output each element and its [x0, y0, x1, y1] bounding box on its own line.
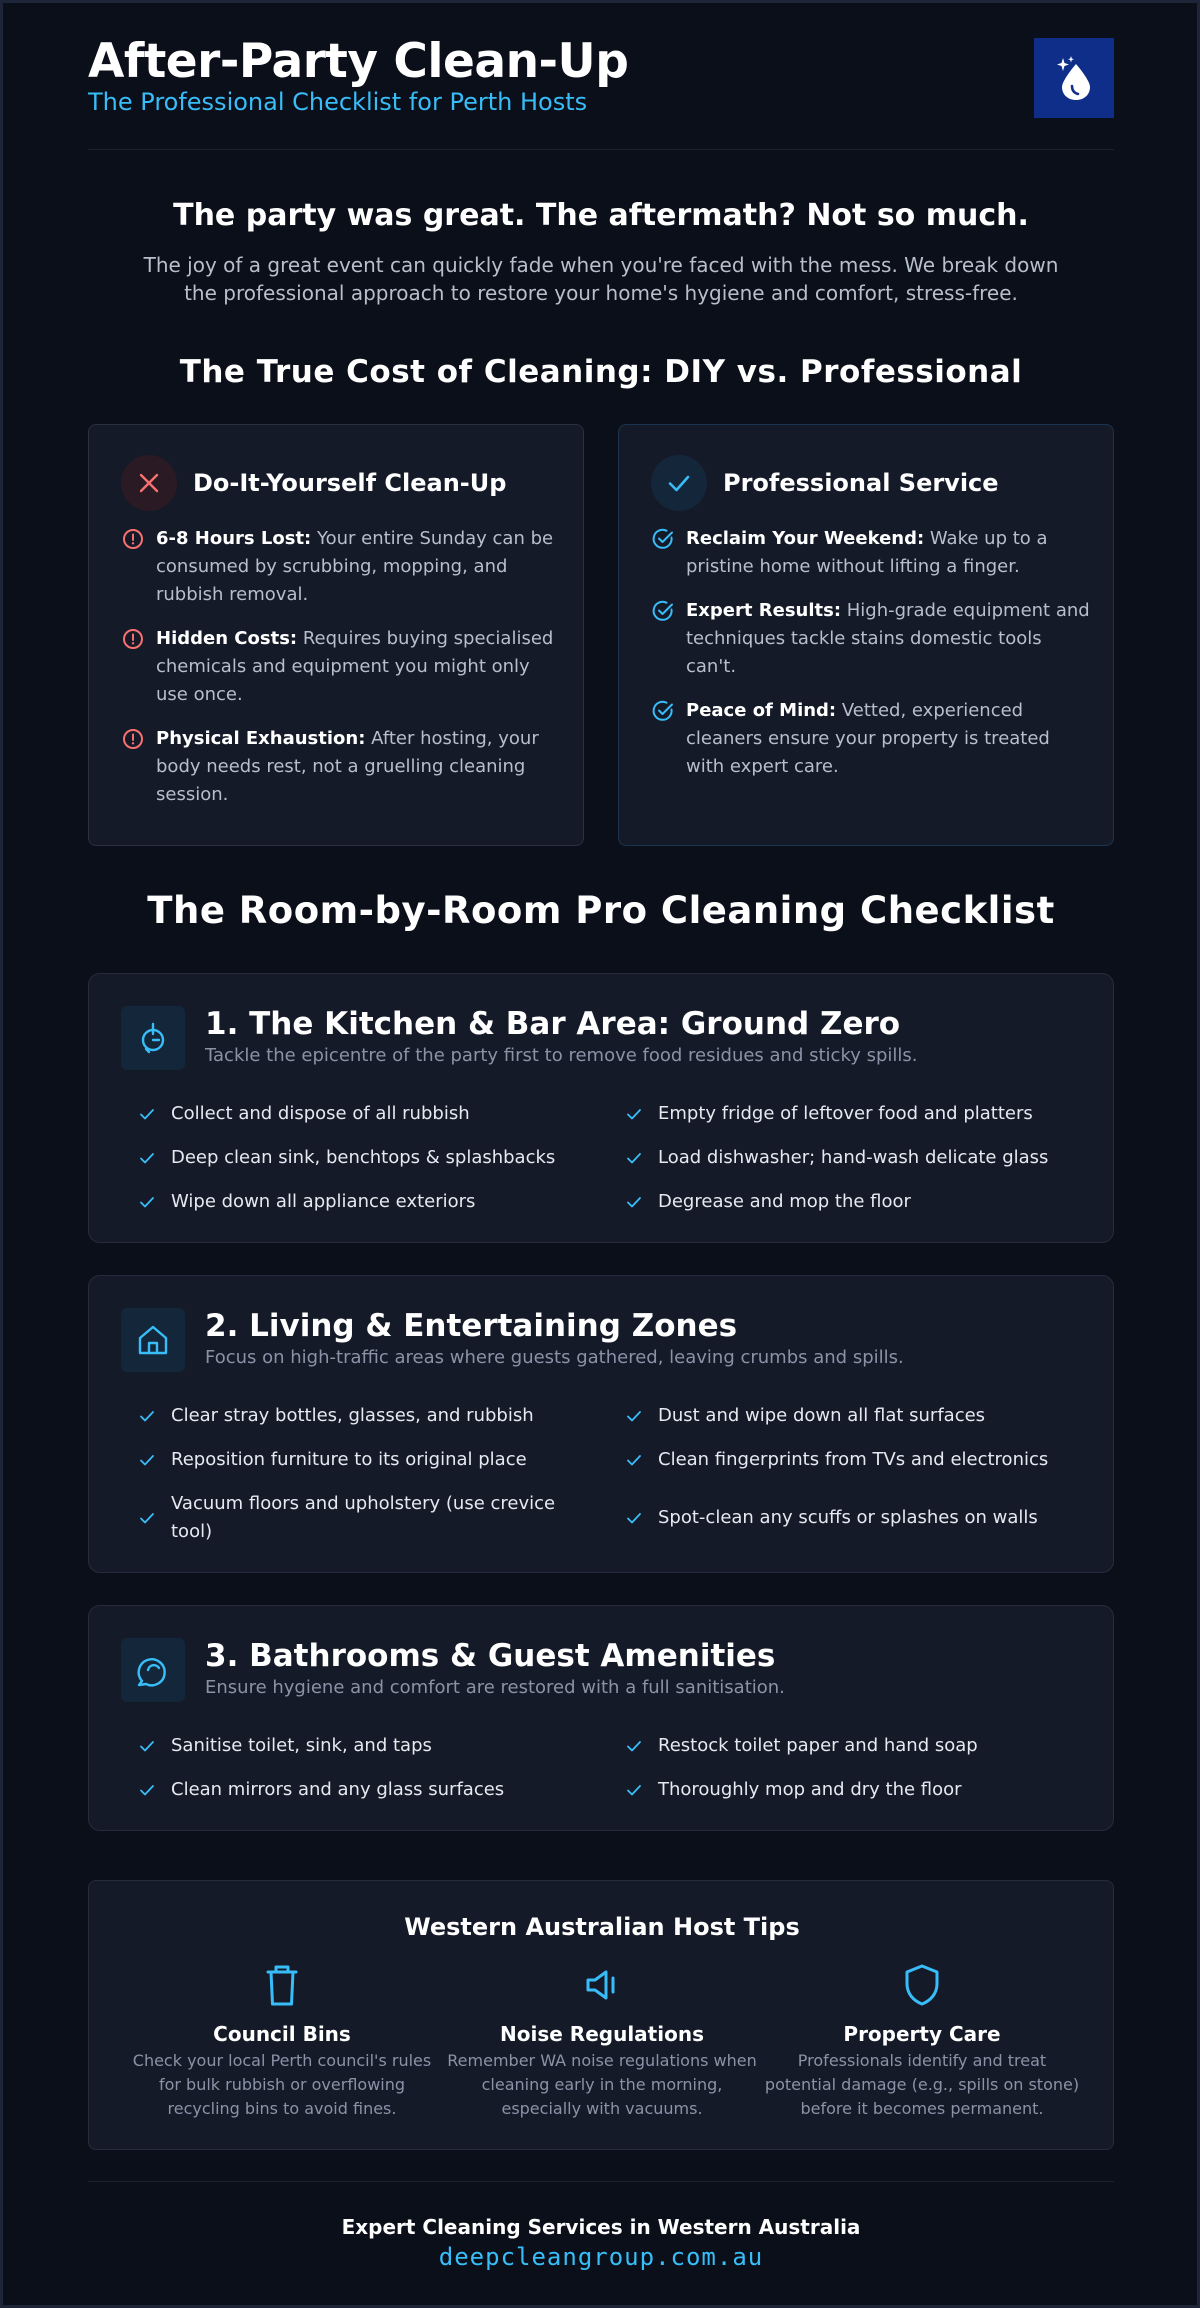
room-card-bathrooms: [88, 1605, 1114, 1831]
check-icon: [137, 1148, 157, 1168]
tip-council-bins: [122, 1959, 442, 2121]
checklist-item: [137, 1482, 624, 1554]
room-checklist: [137, 1724, 1087, 1812]
diy-item-label: Physical Exhaustion:: [156, 728, 366, 749]
header: [88, 33, 1114, 123]
room-subtitle: Ensure hygiene and comfort are restored with a full sanitisation.: [205, 1677, 785, 1698]
checklist-title: The Room-by-Room Pro Cleaning Checklist: [147, 889, 1055, 932]
check-icon: [624, 1148, 644, 1168]
check-circle-icon: [651, 599, 675, 623]
checklist-item: [137, 1092, 624, 1136]
tip-text: Professionals identify and treat potential damage (e.g., spills on stone) before it becomes permanent.: [764, 2051, 1080, 2118]
checklist-item-text: Collect and dispose of all rubbish: [171, 1103, 470, 1124]
check-icon: [665, 469, 693, 497]
page: [3, 3, 1197, 2305]
tip-name: Council Bins: [213, 2022, 351, 2046]
check-icon: [624, 1780, 644, 1800]
pro-item-text: [686, 525, 1091, 581]
checklist-item-text: Sanitise toilet, sink, and taps: [171, 1735, 432, 1756]
pro-badge: [651, 455, 707, 511]
checklist-item: [137, 1724, 624, 1768]
checklist-item: [137, 1768, 624, 1812]
checklist-item: [624, 1482, 1087, 1554]
checklist-item: [137, 1394, 624, 1438]
checklist-item-text: Vacuum floors and upholstery (use crevice tool): [171, 1493, 556, 1542]
diy-item-text: [156, 625, 561, 709]
pro-item-label: Reclaim Your Weekend:: [686, 528, 925, 549]
checklist-item: [624, 1136, 1087, 1180]
checklist-item-text: Reposition furniture to its original place: [171, 1449, 527, 1470]
speaker-icon: [584, 1965, 620, 2005]
header-divider: [88, 149, 1114, 150]
pro-item-label: Peace of Mind:: [686, 700, 837, 721]
pro-item: [651, 697, 1091, 781]
diy-item-desc: Requires buying specialised chemicals and equipment you might only use once.: [156, 628, 554, 705]
check-icon: [624, 1104, 644, 1124]
shield-icon: [902, 1962, 942, 2008]
tip-property-care: [762, 1959, 1082, 2121]
checklist-item-text: Empty fridge of leftover food and platters: [658, 1103, 1033, 1124]
checklist-item-text: Degrease and mop the floor: [658, 1191, 911, 1212]
check-icon: [624, 1192, 644, 1212]
diy-item-desc: After hosting, your body needs rest, not a gruelling cleaning session.: [156, 728, 539, 805]
hero-title: The party was great. The aftermath? Not so much.: [173, 198, 1029, 233]
check-icon: [137, 1450, 157, 1470]
check-circle-icon: [651, 699, 675, 723]
footer-website-link[interactable]: deepcleangroup.com.au: [438, 2243, 764, 2271]
room-card-kitchen: [88, 973, 1114, 1243]
pro-item-text: [686, 597, 1091, 681]
page-subtitle: The Professional Checklist for Perth Hosts: [88, 88, 588, 116]
logo: [1034, 38, 1114, 118]
room-icon-box: [121, 1006, 185, 1070]
checklist-item-text: Clean fingerprints from TVs and electronics: [658, 1449, 1049, 1470]
checklist-item-text: Deep clean sink, benchtops & splashbacks: [171, 1147, 556, 1168]
tip-icon-box: [762, 1959, 1082, 2011]
tip-text: Remember WA noise regulations when cleaning early in the morning, especially with vacuums.: [447, 2051, 757, 2118]
check-icon: [624, 1450, 644, 1470]
diy-item-desc: Your entire Sunday can be consumed by scrubbing, mopping, and rubbish removal.: [156, 528, 554, 605]
diy-badge: [121, 455, 177, 511]
diy-card: [88, 424, 584, 846]
room-title: 3. Bathrooms & Guest Amenities: [205, 1638, 776, 1674]
checklist-item-text: Restock toilet paper and hand soap: [658, 1735, 978, 1756]
pro-item-desc: High-grade equipment and techniques tackle stains domestic tools can't.: [686, 600, 1090, 677]
pro-card-title: Professional Service: [723, 469, 999, 497]
footer-title: Expert Cleaning Services in Western Australia: [341, 2215, 861, 2239]
room-icon-box: [121, 1308, 185, 1372]
room-subtitle: Focus on high-traffic areas where guests gathered, leaving crumbs and spills.: [205, 1347, 904, 1368]
checklist-item: [624, 1768, 1087, 1812]
tip-icon-box: [442, 1959, 762, 2011]
chat-bubble-icon: [134, 1651, 172, 1689]
check-icon: [137, 1736, 157, 1756]
check-icon: [624, 1406, 644, 1426]
comparison-title: The True Cost of Cleaning: DIY vs. Professional: [179, 354, 1023, 390]
room-subtitle: Tackle the epicentre of the party first to remove food residues and sticky spills.: [205, 1045, 918, 1066]
page-title: After-Party Clean-Up: [88, 34, 629, 89]
check-icon: [624, 1736, 644, 1756]
trash-bin-icon: [262, 1962, 302, 2008]
check-icon: [137, 1104, 157, 1124]
diy-item-text: [156, 525, 561, 609]
room-icon-box: [121, 1638, 185, 1702]
checklist-item: [137, 1180, 624, 1224]
checklist-item: [624, 1724, 1087, 1768]
checklist-item-text: Load dishwasher; hand-wash delicate glass: [658, 1147, 1049, 1168]
alert-circle-icon: [121, 527, 145, 551]
kitchen-timer-icon: [136, 1021, 170, 1055]
checklist-item: [624, 1394, 1087, 1438]
host-tips-card: [88, 1880, 1114, 2150]
check-icon: [137, 1780, 157, 1800]
room-title: 2. Living & Entertaining Zones: [205, 1308, 738, 1344]
check-icon: [137, 1406, 157, 1426]
pro-item-text: [686, 697, 1091, 781]
checklist-item-text: Spot-clean any scuffs or splashes on walls: [658, 1507, 1038, 1528]
checklist-item-text: Clean mirrors and any glass surfaces: [171, 1779, 505, 1800]
checklist-item-text: Dust and wipe down all flat surfaces: [658, 1405, 986, 1426]
tip-noise-regulations: [442, 1959, 762, 2121]
pro-item: [651, 597, 1091, 681]
check-icon: [137, 1192, 157, 1212]
checklist-item: [137, 1136, 624, 1180]
home-icon: [135, 1322, 171, 1358]
alert-circle-icon: [121, 727, 145, 751]
alert-circle-icon: [121, 627, 145, 651]
tip-name: Noise Regulations: [500, 2022, 704, 2046]
pro-item-desc: Wake up to a pristine home without lifting a finger.: [686, 528, 1048, 577]
diy-list: [121, 525, 561, 825]
check-icon: [137, 1508, 157, 1528]
tips-title: Western Australian Host Tips: [404, 1913, 800, 1941]
pro-card-header: [651, 455, 999, 511]
tip-icon-box: [122, 1959, 442, 2011]
diy-item: [121, 725, 561, 809]
diy-item-text: [156, 725, 561, 809]
diy-item: [121, 525, 561, 609]
pro-card: [618, 424, 1114, 846]
x-icon: [136, 470, 162, 496]
water-drop-sparkle-icon: [1052, 54, 1096, 102]
diy-item-label: Hidden Costs:: [156, 628, 298, 649]
hero-text: The joy of a great event can quickly fade when you're faced with the mess. We break down the professional approach to restore your home's hygiene and comfort, stress-free.: [143, 253, 1059, 305]
check-icon: [624, 1508, 644, 1528]
checklist-item-text: Wipe down all appliance exteriors: [171, 1191, 476, 1212]
checklist-item: [624, 1438, 1087, 1482]
checklist-item-text: Clear stray bottles, glasses, and rubbish: [171, 1405, 534, 1426]
room-title: 1. The Kitchen & Bar Area: Ground Zero: [205, 1006, 901, 1042]
diy-card-title: Do-It-Yourself Clean-Up: [193, 469, 507, 497]
diy-item: [121, 625, 561, 709]
footer-divider: [88, 2181, 1114, 2182]
tip-text: Check your local Perth council's rules for bulk rubbish or overflowing recycling bins to avoid fines.: [132, 2051, 432, 2118]
diy-item-label: 6-8 Hours Lost:: [156, 528, 312, 549]
diy-card-header: [121, 455, 506, 511]
pro-item: [651, 525, 1091, 581]
tip-name: Property Care: [843, 2022, 1001, 2046]
room-card-living: [88, 1275, 1114, 1573]
checklist-item: [137, 1438, 624, 1482]
checklist-item: [624, 1092, 1087, 1136]
room-checklist: [137, 1394, 1087, 1554]
checklist-item-text: Thoroughly mop and dry the floor: [658, 1779, 962, 1800]
checklist-item: [624, 1180, 1087, 1224]
check-circle-icon: [651, 527, 675, 551]
pro-item-label: Expert Results:: [686, 600, 842, 621]
pro-item-desc: Vetted, experienced cleaners ensure your property is treated with expert care.: [686, 700, 1050, 777]
pro-list: [651, 525, 1091, 797]
room-checklist: [137, 1092, 1087, 1224]
